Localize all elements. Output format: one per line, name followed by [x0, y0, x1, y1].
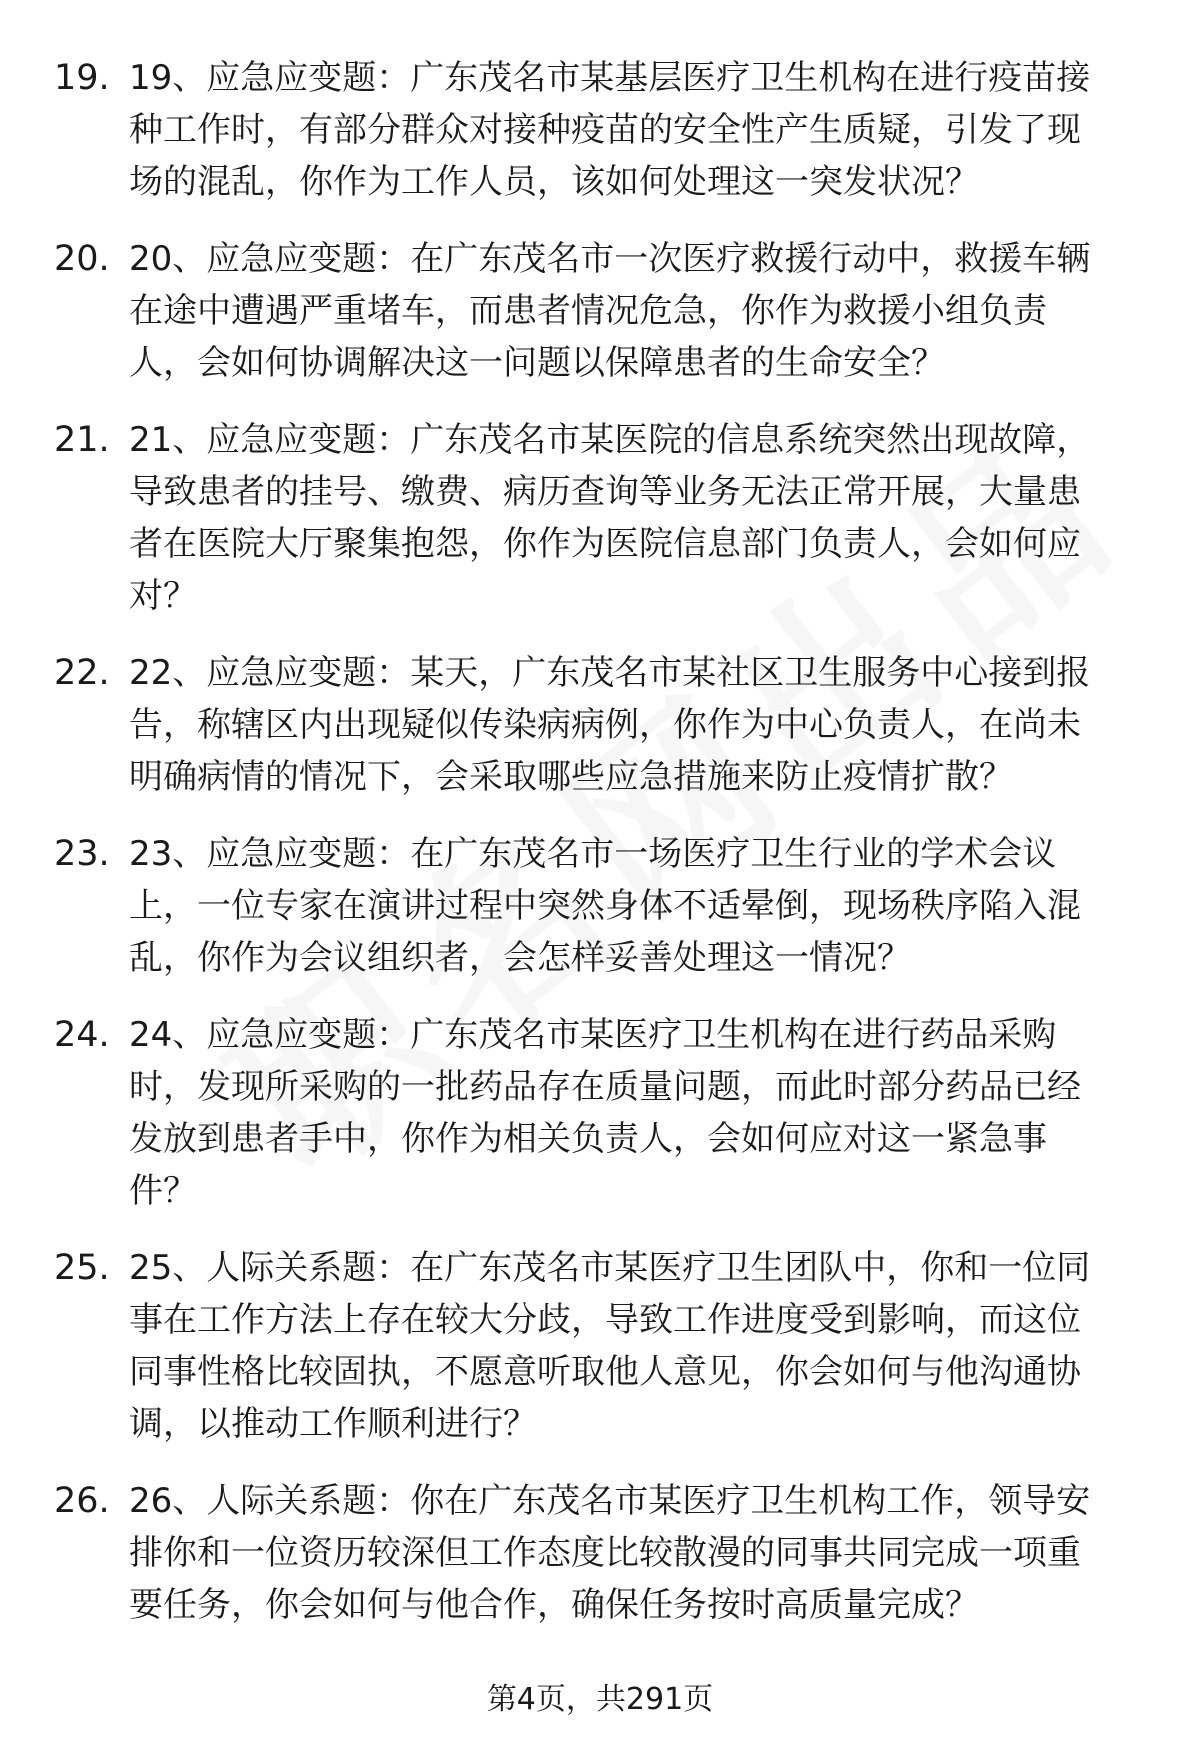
- question-text: [129, 647, 1139, 803]
- question-number: 20.: [54, 239, 110, 279]
- question-text-line: 要任务，你会如何与他合作，确保任务按时高质量完成？: [129, 1585, 979, 1625]
- question-text-line: 者在医院大厅聚集抱怨，你作为医院信息部门负责人，会如何应: [129, 524, 1081, 564]
- question-text-line: 22、应急应变题：某天，广东茂名市某社区卫生服务中心接到报: [129, 653, 1091, 693]
- question-item: [0, 828, 1200, 984]
- question-item: [0, 414, 1200, 622]
- question-text-line: 明确病情的情况下，会采取哪些应急措施来防止疫情扩散？: [129, 757, 1013, 797]
- question-text-line: 人，会如何协调解决这一问题以保障患者的生命安全？: [129, 343, 945, 383]
- question-text-line: 25、人际关系题：在广东茂名市某医疗卫生团队中，你和一位同: [129, 1248, 1091, 1288]
- question-text-line: 种工作时，有部分群众对接种疫苗的安全性产生质疑，引发了现: [129, 110, 1081, 150]
- question-text-line: 调，以推动工作顺利进行？: [129, 1404, 537, 1444]
- question-text-line: 件？: [129, 1171, 197, 1211]
- question-text-line: 23、应急应变题：在广东茂名市一场医疗卫生行业的学术会议: [129, 834, 1057, 874]
- question-text-line: 24、应急应变题：广东茂名市某医疗卫生机构在进行药品采购: [129, 1015, 1057, 1055]
- question-text: [129, 233, 1139, 389]
- question-text-line: 事在工作方法上存在较大分歧，导致工作进度受到影响，而这位: [129, 1300, 1081, 1340]
- question-text-line: 20、应急应变题：在广东茂名市一次医疗救援行动中，救援车辆: [129, 239, 1091, 279]
- question-text-line: 对？: [129, 576, 197, 616]
- question-item: [0, 52, 1200, 208]
- question-item: [0, 1009, 1200, 1217]
- question-text: [129, 52, 1139, 208]
- question-number: 24.: [54, 1015, 110, 1055]
- question-item: [0, 1475, 1200, 1631]
- question-text-line: 26、人际关系题：你在广东茂名市某医疗卫生机构工作，领导安: [129, 1481, 1091, 1521]
- question-text-line: 排你和一位资历较深但工作态度比较散漫的同事共同完成一项重: [129, 1533, 1081, 1573]
- question-number: 26.: [54, 1481, 110, 1521]
- question-number: 22.: [54, 653, 110, 693]
- question-text-line: 同事性格比较固执，不愿意听取他人意见，你会如何与他沟通协: [129, 1352, 1081, 1392]
- question-number: 25.: [54, 1248, 110, 1288]
- question-number: 21.: [54, 420, 110, 460]
- question-text-line: 21、应急应变题：广东茂名市某医院的信息系统突然出现故障，: [129, 420, 1091, 460]
- question-text-line: 时，发现所采购的一批药品存在质量问题，而此时部分药品已经: [129, 1067, 1081, 1107]
- question-item: [0, 1242, 1200, 1450]
- question-text-line: 上，一位专家在演讲过程中突然身体不适晕倒，现场秩序陷入混: [129, 886, 1081, 926]
- question-text-line: 场的混乱，你作为工作人员，该如何处理这一突发状况？: [129, 162, 979, 202]
- question-text-line: 在途中遭遇严重堵车，而患者情况危急，你作为救援小组负责: [129, 291, 1047, 331]
- question-text: [129, 1242, 1139, 1450]
- question-number: 19.: [54, 58, 110, 98]
- question-text-line: 告，称辖区内出现疑似传染病病例，你作为中心负责人，在尚未: [129, 705, 1081, 745]
- question-text: [129, 1475, 1139, 1631]
- question-list: [0, 52, 1200, 1656]
- page-number-label: 第4页，共291页: [486, 1682, 714, 1717]
- question-text-line: 19、应急应变题：广东茂名市某基层医疗卫生机构在进行疫苗接: [129, 58, 1091, 98]
- page-footer: [0, 1680, 1200, 1720]
- question-number: 23.: [54, 834, 110, 874]
- question-text: [129, 828, 1139, 984]
- question-text-line: 乱，你作为会议组织者，会怎样妥善处理这一情况？: [129, 938, 911, 978]
- question-text: [129, 1009, 1139, 1217]
- question-text-line: 发放到患者手中，你作为相关负责人，会如何应对这一紧急事: [129, 1119, 1047, 1159]
- question-text-line: 导致患者的挂号、缴费、病历查询等业务无法正常开展，大量患: [129, 472, 1081, 512]
- question-item: [0, 647, 1200, 803]
- question-item: [0, 233, 1200, 389]
- question-text: [129, 414, 1139, 622]
